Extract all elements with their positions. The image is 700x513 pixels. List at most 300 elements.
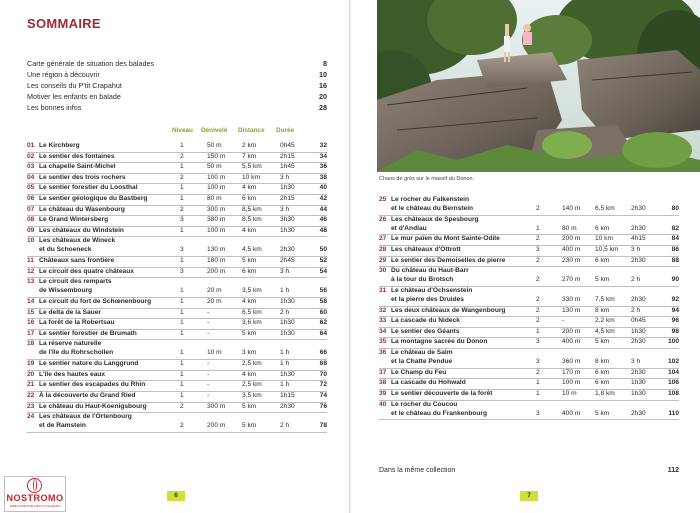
row-name: Le sentier géologique du Bastberg xyxy=(39,195,148,202)
row-duree: 2h30 xyxy=(631,295,646,303)
row-page: 100 xyxy=(667,338,679,346)
row-page: 52 xyxy=(319,257,327,265)
row-duree: 1h30 xyxy=(631,389,646,397)
row-niveau: 2 xyxy=(536,317,540,325)
row-name: et le château du Frankenbourg xyxy=(391,409,487,417)
row-page: 84 xyxy=(671,235,679,243)
header-distance: Distance xyxy=(238,127,265,134)
row-name: Le rocher du Falkenstein xyxy=(391,196,470,203)
row-distance: 8,5 km xyxy=(242,205,262,213)
row-niveau: 1 xyxy=(536,389,540,397)
header-niveau: Niveau xyxy=(172,127,193,134)
table-row xyxy=(27,413,327,431)
row-distance: 6 km xyxy=(595,379,610,387)
page-number-right: 7 xyxy=(520,491,538,501)
row-name: Du château du Haut-Barr xyxy=(391,267,469,275)
collection-label: Dans la même collection xyxy=(379,467,456,474)
row-distance: 3,5 km xyxy=(242,287,262,295)
table-row xyxy=(379,338,679,347)
row-niveau: 3 xyxy=(536,358,540,366)
photo-image xyxy=(377,0,700,172)
row-distance: 4 km xyxy=(242,298,257,305)
row-denivele: - xyxy=(207,391,210,399)
row-name: Le circuit des remparts xyxy=(39,278,112,286)
row-page: 88 xyxy=(671,256,679,264)
row-page: 96 xyxy=(671,317,679,325)
row-name: Le rocher du Coucou xyxy=(391,400,458,408)
row-distance: 2,5 km xyxy=(242,381,262,389)
row-name: Le château d'Ochsenstein xyxy=(391,286,473,294)
table-row xyxy=(379,216,679,234)
row-distance: 6,5 km xyxy=(595,205,615,213)
row-niveau: 3 xyxy=(180,267,184,275)
row-duree: 1h30 xyxy=(280,226,295,234)
row-duree: 2 h xyxy=(280,308,290,316)
row-denivele: 200 m xyxy=(207,267,226,275)
intro-item xyxy=(27,102,327,113)
row-niveau: 3 xyxy=(536,338,540,346)
row-denivele: 150 m xyxy=(207,152,226,160)
table-row xyxy=(27,309,327,318)
row-number: 05 xyxy=(27,184,35,192)
row-name: À la découverte du Grand Ried xyxy=(39,391,136,399)
row-name: à la tour du Brotsch xyxy=(391,276,454,284)
intro-label: Motiver les enfants en balade xyxy=(27,92,121,101)
row-name: Le sentier des escapades du Rhin xyxy=(39,381,146,389)
row-distance: 4 km xyxy=(242,370,257,378)
collection-line xyxy=(379,467,679,474)
row-page: 36 xyxy=(319,163,327,171)
row-name: et du Schoeneck xyxy=(39,246,92,254)
row-number: 39 xyxy=(379,389,387,397)
row-number: 22 xyxy=(27,391,35,399)
row-niveau: 1 xyxy=(180,298,184,305)
row-duree: 2h30 xyxy=(280,402,295,410)
row-name: La réserve naturelle xyxy=(39,340,102,348)
row-number: 03 xyxy=(27,163,35,171)
row-duree: 2 h xyxy=(280,422,290,430)
row-denivele: 20 m xyxy=(207,298,222,305)
table-row xyxy=(379,267,679,285)
row-niveau: 3 xyxy=(536,246,540,253)
row-duree: 2h30 xyxy=(280,246,295,254)
row-distance: 7,5 km xyxy=(595,295,615,303)
row-duree: 2h30 xyxy=(631,205,646,213)
row-distance: 6 km xyxy=(595,368,610,376)
row-niveau: 1 xyxy=(180,184,184,192)
table-row xyxy=(379,379,679,388)
photo-rocks xyxy=(377,0,700,172)
row-niveau: 2 xyxy=(536,276,540,284)
row-denivele: - xyxy=(207,308,210,316)
row-number: 15 xyxy=(27,308,35,316)
row-page: 98 xyxy=(671,327,679,335)
row-niveau: 3 xyxy=(536,409,540,417)
table-row xyxy=(27,403,327,412)
row-name: Le mur païen du Mont Sainte-Odile xyxy=(391,235,500,243)
row-duree: 3h30 xyxy=(280,216,295,224)
row-page: 102 xyxy=(667,358,679,366)
header-denivele: Dénivelé xyxy=(201,127,228,134)
row-distance: 5 km xyxy=(242,329,257,337)
row-niveau: 1 xyxy=(180,349,184,357)
row-niveau: 1 xyxy=(180,308,184,316)
row-duree: 2h45 xyxy=(280,257,295,265)
row-name: Le château du Haut-Koenigsbourg xyxy=(39,402,147,410)
row-name: et de Ramstein xyxy=(39,422,86,430)
row-number: 21 xyxy=(27,381,35,389)
row-duree: 1h15 xyxy=(280,391,295,399)
row-page: 76 xyxy=(319,402,327,410)
row-page: 48 xyxy=(319,226,327,234)
intro-item xyxy=(27,69,327,80)
row-niveau: 2 xyxy=(536,256,540,264)
row-denivele: 400 m xyxy=(562,409,581,417)
row-number: 20 xyxy=(27,370,35,378)
row-duree: 1 h xyxy=(280,287,290,295)
row-niveau: 1 xyxy=(180,163,184,171)
row-denivele: 200 m xyxy=(562,327,581,335)
row-number: 26 xyxy=(379,215,387,223)
row-distance: 6 km xyxy=(595,256,610,264)
row-page: 68 xyxy=(319,360,327,368)
row-number: 37 xyxy=(379,368,387,376)
row-page: 50 xyxy=(319,246,327,254)
intro-item xyxy=(27,58,327,69)
row-denivele: - xyxy=(207,319,210,327)
row-name: Les châteaux de Wineck xyxy=(39,237,116,245)
row-number: 18 xyxy=(27,340,35,348)
row-number: 08 xyxy=(27,216,35,224)
row-name: Les châteaux d'Ottrott xyxy=(391,246,461,253)
row-name: Le château de Salm xyxy=(391,349,453,356)
row-denivele: 230 m xyxy=(562,256,581,264)
row-denivele: - xyxy=(207,329,210,337)
row-distance: 7 km xyxy=(242,152,257,160)
row-duree: 1h30 xyxy=(631,379,646,387)
row-distance: 1,8 km xyxy=(595,389,615,397)
table-row xyxy=(379,369,679,378)
row-denivele: - xyxy=(562,317,565,325)
row-niveau: 2 xyxy=(536,235,540,243)
row-name: Les deux châteaux de Wangenbourg xyxy=(391,306,506,314)
row-number: 11 xyxy=(27,257,34,265)
row-duree: 3 h xyxy=(631,358,641,366)
row-distance: 2,2 km xyxy=(595,317,615,325)
row-niveau: 1 xyxy=(536,327,540,335)
row-number: 28 xyxy=(379,246,387,253)
table-row xyxy=(27,330,327,339)
row-name: et d'Andlau xyxy=(391,224,427,232)
logo-tagline: WEB COMPTOIR DES VOYAGEURS xyxy=(9,504,61,508)
row-name: Le Champ du Feu xyxy=(391,368,447,376)
table-row xyxy=(27,163,327,172)
row-niveau: 1 xyxy=(180,370,184,378)
header-duree: Durée xyxy=(276,127,295,134)
row-number: 34 xyxy=(379,327,387,335)
row-page: 74 xyxy=(319,391,327,399)
row-name: Le sentier des trois rochers xyxy=(39,173,126,181)
row-duree: 1h30 xyxy=(280,370,295,378)
photo-caption: Chaos de grès sur le massif du Donon. xyxy=(379,176,475,182)
row-page: 104 xyxy=(667,368,679,376)
table-row xyxy=(379,246,679,255)
row-niveau: 1 xyxy=(180,226,184,234)
row-denivele: 20 m xyxy=(207,287,222,295)
row-distance: 2 km xyxy=(242,142,257,149)
collection-page: 112 xyxy=(667,467,679,474)
globe-icon xyxy=(27,478,42,493)
row-page: 46 xyxy=(319,216,327,224)
table-row xyxy=(379,390,679,399)
row-distance: 10 km xyxy=(242,173,260,181)
row-page: 106 xyxy=(667,379,679,387)
row-distance: 5 km xyxy=(242,422,257,430)
row-denivele: 100 m xyxy=(207,226,226,234)
row-denivele: 130 m xyxy=(562,306,581,314)
row-distance: 4 km xyxy=(242,184,257,192)
table-row xyxy=(27,268,327,277)
row-denivele: 130 m xyxy=(207,246,226,254)
row-niveau: 1 xyxy=(180,360,184,368)
row-name: Le sentier des Demoiselles de pierre xyxy=(391,256,506,264)
row-distance: 10 km xyxy=(595,235,613,243)
row-duree: 2 h xyxy=(631,306,641,314)
table-row xyxy=(27,257,327,266)
row-name: L'île des hautes eaux xyxy=(39,370,106,378)
row-duree: 2h30 xyxy=(631,256,646,264)
row-number: 06 xyxy=(27,195,35,202)
row-distance: 6 km xyxy=(242,195,257,202)
row-denivele: 80 m xyxy=(207,195,222,202)
row-name: Le circuit du fort de Schœnenbourg xyxy=(39,298,152,305)
row-distance: 4,5 km xyxy=(242,246,262,254)
row-number: 40 xyxy=(379,400,387,408)
table-row xyxy=(379,257,679,266)
row-denivele: 140 m xyxy=(562,205,581,213)
row-page: 80 xyxy=(671,205,679,213)
row-niveau: 3 xyxy=(180,216,184,224)
row-number: 35 xyxy=(379,338,387,346)
row-duree: 3 h xyxy=(631,246,641,253)
row-page: 110 xyxy=(668,409,679,417)
row-distance: 4 km xyxy=(242,226,257,234)
row-distance: 5,5 km xyxy=(242,163,262,171)
row-denivele: 270 m xyxy=(562,276,581,284)
row-number: 36 xyxy=(379,349,387,356)
row-name: et la pierre des Druides xyxy=(391,295,464,303)
table-row xyxy=(27,371,327,380)
intro-page: 10 xyxy=(319,70,327,79)
row-name: Le delta de la Sauer xyxy=(39,308,101,316)
row-denivele: 100 m xyxy=(207,184,226,192)
row-niveau: 1 xyxy=(180,391,184,399)
row-duree: 4h15 xyxy=(631,235,646,243)
row-page: 78 xyxy=(319,422,327,430)
row-name: Le sentier forestier du Loosthal xyxy=(39,184,138,192)
table-row xyxy=(379,196,679,214)
row-distance: 3 km xyxy=(242,349,257,357)
row-distance: 5 km xyxy=(242,402,257,410)
page-title: SOMMAIRE xyxy=(27,16,101,31)
table-row xyxy=(27,216,327,225)
row-name: et la Chatte Pendue xyxy=(391,358,453,366)
table-row xyxy=(27,298,327,307)
row-denivele: 10 m xyxy=(207,349,222,357)
row-name: de Wissembourg xyxy=(39,287,93,295)
table-row xyxy=(27,360,327,369)
row-duree: 2h15 xyxy=(280,152,295,160)
row-name: La chapelle Saint-Michel xyxy=(39,163,116,171)
intro-page: 20 xyxy=(319,92,327,101)
row-number: 07 xyxy=(27,205,35,213)
row-duree: 1h30 xyxy=(280,329,295,337)
row-denivele: 330 m xyxy=(562,295,581,303)
row-name: Le sentier nature du Langgrund xyxy=(39,360,139,368)
row-denivele: 100 m xyxy=(562,379,581,387)
row-name: Les châteaux de l'Ortenbourg xyxy=(39,413,132,421)
row-name: de l'île du Rohrschollen xyxy=(39,349,114,357)
row-niveau: 2 xyxy=(536,205,540,213)
row-denivele: 50 m xyxy=(207,163,222,171)
row-page: 56 xyxy=(319,287,327,295)
row-number: 31 xyxy=(379,286,387,294)
row-duree: 1h30 xyxy=(280,319,295,327)
row-number: 12 xyxy=(27,267,35,275)
row-name: Le sentier des fontaines xyxy=(39,152,115,160)
row-number: 38 xyxy=(379,379,387,387)
logo-wordmark: NOSTROMO xyxy=(6,493,64,503)
row-number: 30 xyxy=(379,267,387,275)
row-distance: 3,6 km xyxy=(242,319,262,327)
row-name: Les châteaux du Windstein xyxy=(39,226,124,234)
table-row xyxy=(379,307,679,316)
row-number: 01 xyxy=(27,142,35,149)
row-page: 92 xyxy=(671,295,679,303)
row-page: 94 xyxy=(671,306,679,314)
row-name: La montagne sacrée du Donon xyxy=(391,338,488,346)
intro-page: 16 xyxy=(319,81,327,90)
table-row xyxy=(379,328,679,337)
table-row xyxy=(27,319,327,328)
intro-label: Les bonnes infos xyxy=(27,103,82,112)
row-niveau: 3 xyxy=(180,246,184,254)
row-niveau: 2 xyxy=(536,295,540,303)
table-row xyxy=(27,174,327,183)
row-duree: 0h45 xyxy=(280,142,295,149)
row-name: La forêt de la Robertsau xyxy=(39,319,115,327)
row-duree: 2h30 xyxy=(631,224,646,232)
table-row xyxy=(27,195,327,204)
row-name: La cascade du Hohwald xyxy=(391,379,466,387)
table-row xyxy=(27,142,327,151)
table-row xyxy=(379,317,679,326)
row-distance: 10,5 km xyxy=(595,246,619,253)
row-number: 04 xyxy=(27,173,35,181)
row-denivele: - xyxy=(207,360,210,368)
row-duree: 1h45 xyxy=(280,163,295,171)
row-number: 25 xyxy=(379,196,387,203)
row-denivele: 50 m xyxy=(207,142,222,149)
row-page: 40 xyxy=(319,184,327,192)
row-duree: 2h30 xyxy=(631,368,646,376)
row-duree: 2h30 xyxy=(631,338,646,346)
row-page: 82 xyxy=(671,224,679,232)
row-number: 24 xyxy=(27,413,35,421)
row-name: Le circuit des quatre châteaux xyxy=(39,267,134,275)
row-niveau: 2 xyxy=(180,402,184,410)
row-niveau: 1 xyxy=(180,381,184,389)
row-name: et le château du Bernstein xyxy=(391,205,474,213)
row-denivele: - xyxy=(207,370,210,378)
row-duree: 1h30 xyxy=(280,298,295,305)
intro-item xyxy=(27,91,327,102)
row-distance: 5 km xyxy=(595,338,610,346)
row-divider xyxy=(379,419,679,420)
row-number: 13 xyxy=(27,278,35,286)
row-name: Le château du Wasenbourg xyxy=(39,205,125,213)
table-row xyxy=(379,235,679,244)
table-row xyxy=(27,237,327,255)
row-denivele: 300 m xyxy=(207,402,226,410)
table-row xyxy=(379,349,679,367)
row-number: 16 xyxy=(27,319,35,327)
row-number: 02 xyxy=(27,152,35,160)
row-number: 17 xyxy=(27,329,35,337)
row-denivele: 100 m xyxy=(207,173,226,181)
row-name: Le sentier forestier de Brumath xyxy=(39,329,137,337)
row-duree: 0h45 xyxy=(631,317,646,325)
row-niveau: 1 xyxy=(536,224,540,232)
row-distance: 8 km xyxy=(595,306,610,314)
table-row xyxy=(379,401,679,419)
row-page: 32 xyxy=(319,142,327,149)
row-page: 72 xyxy=(319,381,327,389)
row-distance: 4,5 km xyxy=(595,327,615,335)
row-denivele: 400 m xyxy=(562,246,581,253)
row-niveau: 2 xyxy=(180,422,184,430)
row-page: 62 xyxy=(319,319,327,327)
row-niveau: 2 xyxy=(180,173,184,181)
row-denivele: 200 m xyxy=(562,235,581,243)
row-distance: 8 km xyxy=(595,358,610,366)
row-page: 54 xyxy=(319,267,327,275)
row-denivele: 200 m xyxy=(207,422,226,430)
table-row xyxy=(27,381,327,390)
row-number: 27 xyxy=(379,235,387,243)
row-number: 10 xyxy=(27,237,35,245)
intro-item xyxy=(27,80,327,91)
row-page: 90 xyxy=(671,276,679,284)
row-duree: 2 h xyxy=(631,276,641,284)
row-denivele: 300 m xyxy=(207,205,226,213)
table-row xyxy=(27,184,327,193)
row-duree: 2h15 xyxy=(280,195,295,202)
row-denivele: 170 m xyxy=(562,368,581,376)
row-niveau: 1 xyxy=(180,329,184,337)
row-divider xyxy=(27,432,327,433)
intro-list xyxy=(27,58,327,113)
row-niveau: 2 xyxy=(180,152,184,160)
row-denivele: 80 m xyxy=(562,224,577,232)
row-duree: 1h30 xyxy=(631,327,646,335)
row-page: 66 xyxy=(319,349,327,357)
row-number: 32 xyxy=(379,306,387,314)
row-number: 33 xyxy=(379,317,387,325)
row-page: 44 xyxy=(319,205,327,213)
row-distance: 3,5 km xyxy=(242,391,262,399)
intro-label: Carte générale de situation des balades xyxy=(27,59,155,68)
